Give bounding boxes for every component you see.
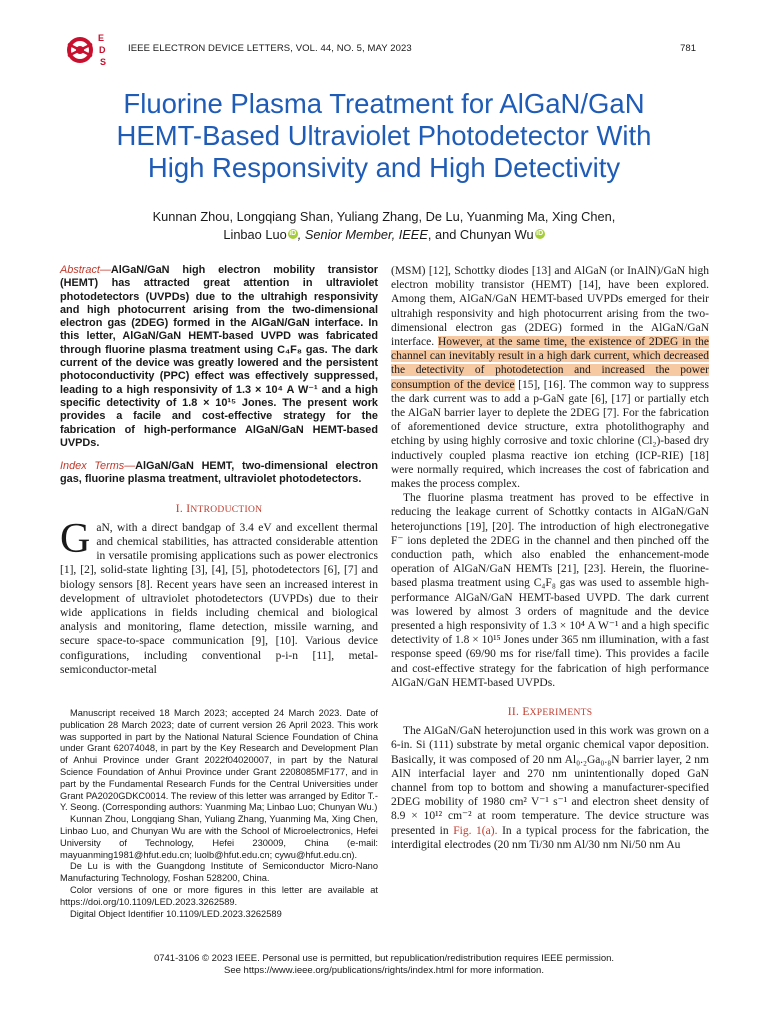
abstract-text: AlGaN/GaN high electron mobility transistor (HEMT) has attracted great attention in ultraviolet photodetectors (UVPDs) due to the ultrahigh responsivity and high photocurrent arising from the two-dimensional electron gas (2DEG) formed in the AlGaN/GaN interface. In this letter, AlGaN/GaN HEMT-based UVPD was fabricated through fluorine plasma treatment using C₄F₈ gas. The dark current of the device was greatly lowered and the persistent photoconductivity (PPC) effect was effectively suppressed, leading to a high responsivity of 1.3 × 10⁴ A W⁻¹ and a high specific detectivity of 1.8 × 10¹⁵ Jones. The present work provides a facile and cost-effective strategy for the fabrication of high-performance AlGaN/GaN HEMT-based UVPDs. [60, 264, 378, 449]
section-heading-introduction [60, 503, 378, 515]
index-terms [60, 460, 378, 487]
author-wu: , and Chunyan Wu [427, 227, 534, 242]
title-line: HEMT-Based Ultraviolet Photodetector With [116, 120, 652, 151]
rights-link-line[interactable]: See https://www.ieee.org/publications/rights/index.html for more information. [224, 965, 544, 976]
eds-logo-icon [58, 30, 114, 70]
logo-letter-s: S [100, 57, 107, 67]
abstract [60, 264, 378, 450]
fluorine-paragraph: The fluorine plasma treatment has proved to be effective in reducing the leakage current of Schottky contacts in AlGaN/GaN heterojunctions [19], [20]. The introduction of high electronegative F⁻ ions depleted the 2DEG in the channel and then pinched off the conduction path, which also enabled the enhancement-mode operation of AlGaN/GaN HEMTs [21], [23]. Herein, the fluorine-based plasma treatment using C₄F₈ gas was used to assemble high-performance AlGaN/GaN HEMT-based UVPD. The dark current was lowered by almost 3 orders of magnitude and the device presented a high responsivity of 1.3 × 10⁴ A W⁻¹ and a high specific detectivity of 1.8 × 10¹⁵ Jones under 365 nm illumination, with a fast response speed (69/90 ms for rise/fall time). This provides a facile and cost-effective strategy for the fabrication of high performance AlGaN/GaN HEMT-based UVPDs. [391, 492, 709, 689]
section-heading-experiments [391, 706, 709, 718]
intro-paragraph [60, 515, 378, 677]
right-column [391, 264, 709, 852]
paragraph-text: [15], [16]. The common way to suppress the dark current was to add a p-GaN gate [6], [17] or partially etch the AlGaN barrier layer to deplete the 2DEG [7]. For the fabrication of aforementioned device structure, extra photolithography and etching by using highly corrosive and toxic chlorine (Cl₂)-based dry inductively coupled plasma reactive ion etching (ICP-RIE) [18] were normally required, which increases the cost of fabrication and makes the process complex. [391, 378, 709, 491]
intro-text: aN, with a direct bandgap of 3.4 eV and excellent thermal and chemical stabilities, has attracted considerable attention in versatile promising applications such as power electronics [1], [2], solid-state lighting [3], [4], [5], photodetectors [6], [7] and biology sensors [8]. Recent years have seen an increased interest in development of ultraviolet photodetectors (UVPDs) due to their wide applications in fields including chemical and biological analysis and monitoring, flame detection, missile warning, and secure space-to-space communication [9], [10]. Various device configurations, including conventional p-i-n [11], metal-semiconductor-metal [60, 521, 378, 676]
abstract-label: Abstract— [60, 264, 111, 276]
index-terms-label: Index Terms— [60, 460, 136, 473]
paragraph-text: The AlGaN/GaN heterojunction used in this work was grown on a 6-in. Si (111) substrate by metal organic chemical vapor deposition. Basically, it was composed of 20 nm Al₀.₂Ga₀.₈N barrier layer, 2 nm AlN interfacial layer and 270 nm unintentionally doped GaN channel from top to bottom and showing a manufacturer-specified 2DEG mobility of 1980 cm² V⁻¹ s⁻¹ and electron sheet density of 8.9 × 10¹² cm⁻² at room temperature. The device structure was presented in [391, 725, 709, 837]
paragraph-text: (MSM) [12], Schottky diodes [13] and AlGaN (or InAlN)/GaN high electron mobility transistor (HEMT) [14], have been explored. Among them, AlGaN/GaN HEMT-based UVPDs emerged for their ultrahigh responsivity and high photocurrent arising from the two-dimensional electron gas (2DEG) formed in the AlGaN/GaN interface. [391, 265, 709, 349]
footnote-color-versions: Color versions of one or more figures in this letter are available at https://doi.org/10.1109/LED.2023.3262589. [60, 884, 378, 907]
author-line-1: Kunnan Zhou, Longqiang Shan, Yuliang Zhang, De Lu, Yuanming Ma, Xing Chen, [152, 209, 616, 224]
title-line: High Responsivity and High Detectivity [147, 152, 621, 183]
section-rest: XPERIMENTS [529, 708, 593, 719]
footnote-block [60, 708, 378, 920]
footnote-doi: Digital Object Identifier 10.1109/LED.2023.3262589 [70, 908, 282, 919]
highlighted-text[interactable]: However, at the same time, the existence of 2DEG in the channel can inevitably result in a high dark current, which decreased the detectivity of photodetection and increased the power consumption of the device [391, 336, 709, 391]
journal-citation: IEEE ELECTRON DEVICE LETTERS, VOL. 44, NO. 5, MAY 2023 [128, 43, 412, 54]
title-line: Fluorine Plasma Treatment for AlGaN/GaN [123, 88, 645, 119]
figure-link[interactable]: Fig. 1(a). [453, 824, 498, 837]
copyright-line: 0741-3106 © 2023 IEEE. Personal use is permitted, but republication/redistribution requires IEEE permission. [153, 953, 615, 964]
author-luo-membership: , Senior Member, IEEE [297, 227, 428, 242]
orcid-icon[interactable]: iD [289, 230, 297, 237]
author-line-2 [40, 226, 728, 244]
paragraph-text: In a typical process for the fabrication, the interdigital electrodes (20 nm Ti/30 nm Al/30 nm Ni/50 nm Au [391, 824, 709, 851]
section-numeral: I. [175, 502, 187, 515]
section-initial: E [522, 706, 530, 719]
index-terms-text: AlGaN/GaN HEMT, two-dimensional electron gas, fluorine plasma treatment, ultraviolet photodetectors. [60, 460, 378, 486]
left-column [60, 264, 378, 677]
page-number: 781 [680, 43, 696, 54]
logo-letter-d: D [99, 45, 106, 55]
author-list [40, 208, 728, 244]
footnote-affiliation: Kunnan Zhou, Longqiang Shan, Yuliang Zhang, Yuanming Ma, Xing Chen, Linbao Luo, and Chunyan Wu are with the School of Microelectronics, Hefei University of Technology, Hefei 230009, China (e-mail: mayuanming1981@hfut.edu.cn; luolb@hfut.edu.cn; cywu@hfut.edu.cn). [60, 814, 378, 860]
orcid-icon[interactable]: iD [536, 230, 544, 237]
paper-title [40, 88, 728, 184]
section-rest: NTRODUCTION [190, 504, 263, 515]
intro-continued-paragraph [391, 264, 709, 491]
author-luo: Linbao Luo [223, 227, 287, 242]
section-initial: I [186, 502, 191, 515]
footnote-manuscript: Manuscript received 18 March 2023; accepted 24 March 2023. Date of publication 28 March 2023; date of current version 26 April 2023. This work was supported in part by the National Natural Science Foundation of China under Grant 62074048, in part by the Key Research and Development Plan of Anhui Province under Grant 2022f04020007, in part by the Natural Science Foundation of Anhui Province under Grant 2208085MF177, and in part by the Fundamental Research Funds for the Central Universities under Grant PA2020GDKC0014. The review of this letter was arranged by Editor T.-Y. Seong. (Corresponding authors: Yuanming Ma; Linbao Luo; Chunyan Wu.) [60, 708, 378, 813]
experiments-paragraph [391, 724, 709, 852]
page-footer [40, 953, 728, 977]
logo-letter-e: E [98, 33, 105, 43]
section-numeral: II. [507, 706, 523, 719]
drop-cap: G [60, 515, 91, 562]
footnote-affiliation-lu: De Lu is with the Guangdong Institute of Semiconductor Micro-Nano Manufacturing Technology, Foshan 528200, China. [60, 861, 378, 884]
page-header [58, 30, 696, 70]
